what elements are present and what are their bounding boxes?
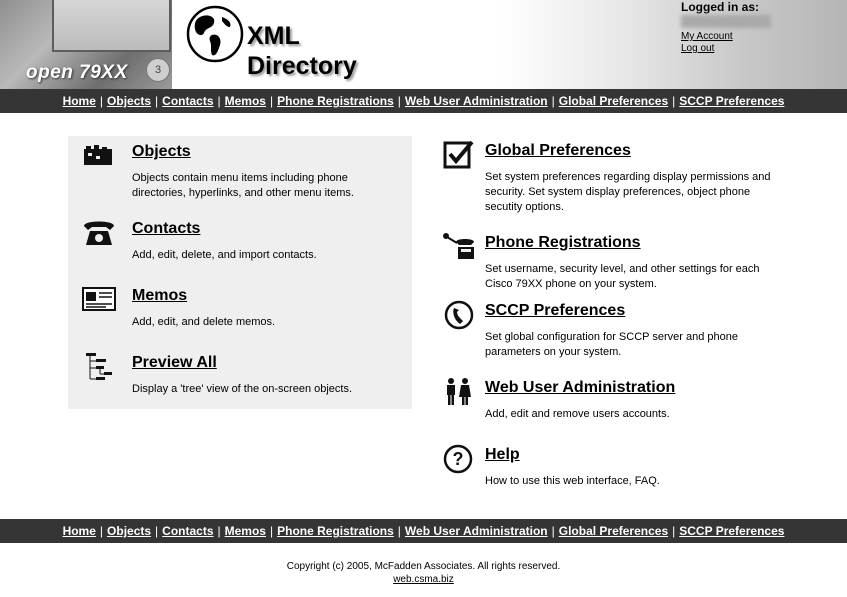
preview-all-link[interactable]: Preview All — [132, 354, 217, 371]
nav-separator: | — [551, 524, 555, 538]
memos-description: Add, edit, and delete memos. — [132, 316, 276, 328]
nav-separator: | — [217, 524, 221, 538]
nav-separator: | — [672, 524, 676, 538]
my-account-link[interactable]: My Account — [681, 31, 733, 42]
nav-separator: | — [269, 524, 274, 538]
logo-xml-text: XML — [247, 22, 300, 50]
contacts-link[interactable]: Contacts — [132, 220, 201, 237]
footer-nav-link-web-user-administration[interactable]: Web User Administration — [404, 524, 548, 538]
left-menu-panel — [68, 136, 412, 409]
preview-all-description: Display a 'tree' view of the on-screen objects. — [132, 383, 353, 395]
sccp-preferences-description: Set global configuration for SCCP server and phone parameters on your system. — [485, 331, 738, 358]
global-preferences-description: Set system preferences regarding display permissions and security. Set system display preferences, object phone secutity options. — [485, 171, 771, 213]
objects-link[interactable]: Objects — [132, 143, 191, 160]
nav-link-web-user-administration[interactable]: Web User Administration — [404, 94, 548, 108]
nav-separator: | — [155, 94, 159, 108]
nav-link-global-preferences[interactable]: Global Preferences — [558, 94, 669, 108]
phone-registrations-link[interactable]: Phone Registrations — [485, 234, 641, 251]
footer-nav-link-global-preferences[interactable]: Global Preferences — [558, 524, 669, 538]
top-nav-bar — [0, 89, 847, 113]
objects-icon — [82, 141, 116, 171]
nav-separator: | — [269, 94, 274, 108]
nav-separator: | — [397, 94, 401, 108]
footer-nav-link-objects[interactable]: Objects — [107, 524, 152, 538]
nav-separator: | — [672, 94, 676, 108]
nav-separator: | — [397, 524, 401, 538]
objects-description: Objects contain menu items including phone directories, hyperlinks, and other menu items. — [132, 172, 354, 199]
checkbox-icon — [442, 140, 476, 170]
telephone-icon — [82, 218, 116, 248]
bottom-nav-bar — [0, 519, 847, 543]
users-icon — [442, 377, 476, 407]
phone-register-icon — [442, 232, 476, 262]
memo-icon — [82, 285, 116, 315]
phone-screen-graphic — [52, 0, 171, 52]
username-redacted — [681, 15, 771, 28]
nav-separator: | — [99, 94, 104, 108]
help-description: How to use this web interface, FAQ. — [485, 475, 660, 487]
help-link[interactable]: Help — [485, 446, 520, 463]
phone-registrations-description: Set username, security level, and other settings for each Cisco 79XX phone on your system. — [485, 263, 760, 290]
memos-link[interactable]: Memos — [132, 287, 188, 304]
tree-icon — [82, 352, 116, 382]
logo-directory-text: Directory — [247, 52, 357, 80]
phone-photo — [0, 0, 172, 89]
nav-separator: | — [155, 524, 159, 538]
nav-link-phone-registrations[interactable]: Phone Registrations — [277, 94, 394, 108]
copyright-text: Copyright (c) 2005, McFadden Associates. All rights reserved. — [286, 561, 561, 572]
global-preferences-link[interactable]: Global Preferences — [485, 142, 631, 159]
web-user-administration-link[interactable]: Web User Administration — [485, 379, 676, 396]
nav-separator: | — [99, 524, 104, 538]
footer-nav-link-phone-registrations[interactable]: Phone Registrations — [277, 524, 394, 538]
nav-link-home[interactable]: Home — [62, 94, 96, 108]
nav-link-memos[interactable]: Memos — [224, 94, 266, 108]
footer-nav-link-sccp-preferences[interactable]: SCCP Preferences — [679, 524, 785, 538]
phone-key-graphic: 3 — [146, 58, 170, 82]
logged-in-label: Logged in as: — [681, 0, 759, 14]
footer-nav-link-home[interactable]: Home — [62, 524, 96, 538]
log-out-link[interactable]: Log out — [681, 43, 715, 54]
contacts-description: Add, edit, delete, and import contacts. — [132, 249, 317, 261]
brand-text: open 79XX — [26, 62, 128, 83]
footer-link-wrap — [0, 574, 847, 585]
svg-text:?: ? — [452, 449, 464, 469]
header — [0, 0, 847, 89]
footer-nav-link-contacts[interactable]: Contacts — [162, 524, 214, 538]
sccp-phone-icon — [442, 300, 476, 330]
help-icon — [442, 444, 476, 474]
sccp-preferences-link[interactable]: SCCP Preferences — [485, 302, 626, 319]
nav-link-contacts[interactable]: Contacts — [162, 94, 214, 108]
login-info — [681, 0, 847, 89]
nav-link-sccp-preferences[interactable]: SCCP Preferences — [679, 94, 785, 108]
footer-nav-link-memos[interactable]: Memos — [224, 524, 266, 538]
website-link[interactable]: web.csma.biz — [393, 574, 454, 585]
nav-separator: | — [551, 94, 555, 108]
nav-separator: | — [217, 94, 221, 108]
nav-link-objects[interactable]: Objects — [107, 94, 152, 108]
web-user-administration-description: Add, edit and remove users accounts. — [485, 408, 670, 420]
globe-logo-icon — [186, 5, 244, 63]
